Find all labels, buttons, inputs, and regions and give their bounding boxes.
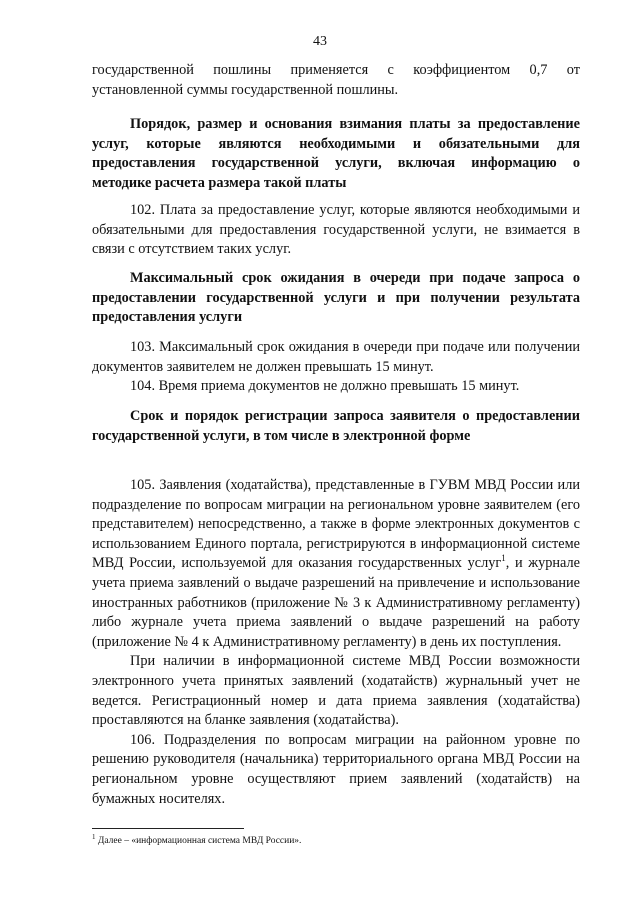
footnote [92, 832, 580, 847]
fee-heading-section [92, 115, 580, 193]
footnote-text: Далее – «информационная система МВД России». [95, 836, 302, 846]
footnote-marker: 1 [92, 832, 96, 841]
clause-105-continuation: При наличии в информационной системе МВД России возможности электронного учета принятых заявлений (ходатайств) журнальный учет не ведется. Регистрационный номер и дата приема заявления (ходатайства) проставляются на бланке заявления (ходатайства). [92, 653, 580, 729]
intro-tail-section [92, 61, 580, 100]
clause-105 [92, 476, 580, 652]
intro-tail-paragraph: государственной пошлины применяется с коэффициентом 0,7 от установленной суммы государственной пошлины. [92, 62, 580, 98]
clause-102-section [92, 201, 580, 260]
registration-section-heading: Срок и порядок регистрации запроса заявителя о предоставлении государственной услуги, в том числе в электронной форме [92, 408, 580, 444]
clauses-105-106-section [92, 476, 580, 809]
fee-section-heading: Порядок, размер и основания взимания платы за предоставление услуг, которые являются необходимыми и обязательными для предоставления государственной услуги, включая информацию о методике расчета размера такой платы [92, 116, 580, 191]
queue-heading-section [92, 269, 580, 328]
clause-102: 102. Плата за предоставление услуг, которые являются необходимыми и обязательными для предоставления государственной услуги, не взимается в связи с отсутствием таких услуг. [92, 202, 580, 258]
clauses-103-104-section [92, 338, 580, 397]
queue-section-heading: Максимальный срок ожидания в очереди при подаче запроса о предоставлении государственной услуги и при получении результата предоставления услуги [92, 270, 580, 326]
page-number: 43 [313, 34, 327, 49]
registration-heading-section [92, 407, 580, 446]
clause-105-part-b: , и журнале учета приема заявлений о выдаче разрешений на привлечение и использование иностранных работников (приложение № 3 к Административному регламенту) либо журнале учета приема заявлений о выдаче разрешений на работу (приложение № 4 к Административному регламенту) в день их поступления. [92, 555, 580, 650]
footnote-divider [92, 828, 244, 829]
clause-106: 106. Подразделения по вопросам миграции на районном уровне по решению руководителя (начальника) территориального органа МВД России на региональном уровне осуществляют прием заявлений (ходатайств) на бумажных носителях. [92, 731, 580, 807]
footnote-reference: 1 [501, 553, 506, 564]
clause-105-part-a: 105. Заявления (ходатайства), представленные в ГУВМ МВД России или подразделение по вопросам миграции на региональном уровне заявителем (его представителем) непосредственно, а также в форме электронных документов с использованием Единого портала, регистрируются в информационной системе МВД России, используемой для оказания государственных услуг [92, 477, 580, 572]
clause-104: 104. Время приема документов не должно превышать 15 минут. [130, 378, 520, 395]
clause-103: 103. Максимальный срок ожидания в очереди при подаче или получении документов заявителем не должен превышать 15 минут. [92, 339, 580, 375]
